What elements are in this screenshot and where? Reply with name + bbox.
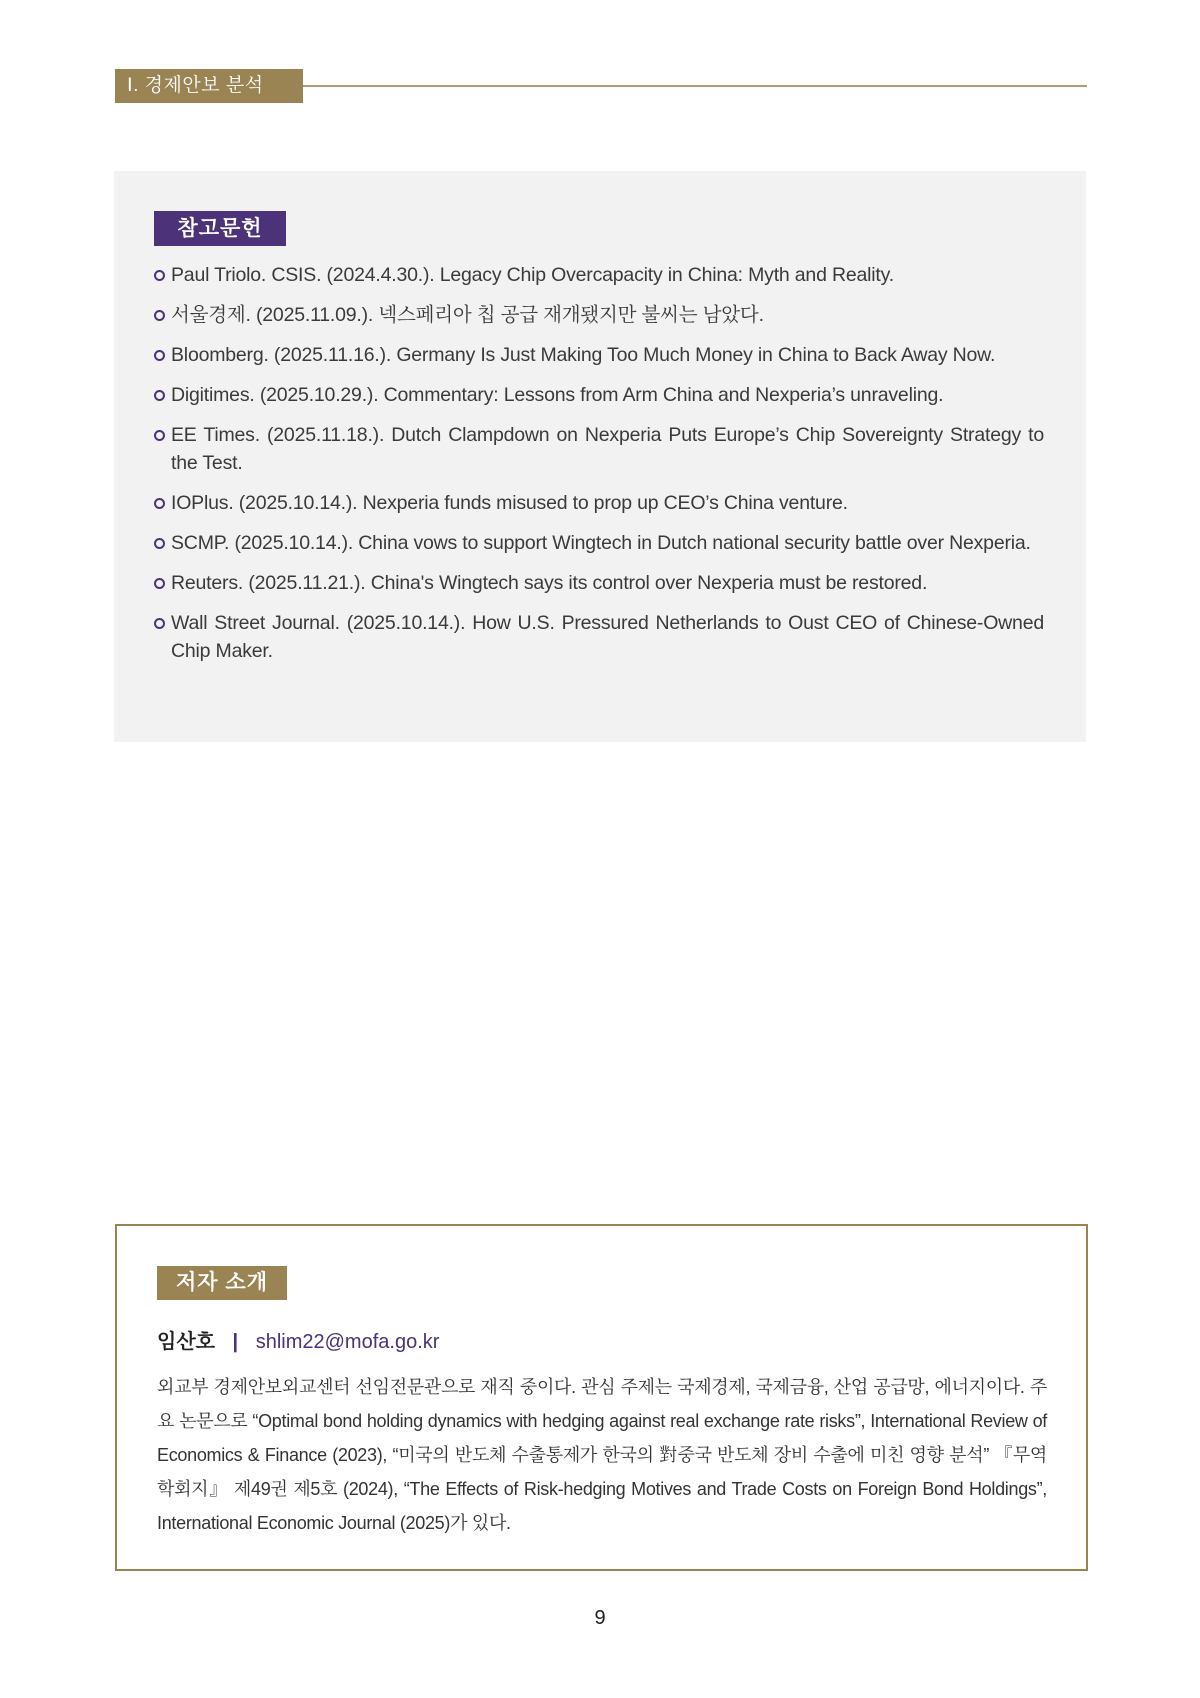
reference-item: IOPlus. (2025.10.14.). Nexperia funds misused to prop up CEO’s China venture.: [154, 489, 1044, 517]
author-name: 임산호: [157, 1331, 215, 1353]
separator: |: [232, 1331, 239, 1353]
circle-bullet-icon: [154, 270, 165, 281]
references-title: 참고문헌: [154, 211, 286, 246]
author-email-link[interactable]: shlim22@mofa.go.kr: [255, 1331, 440, 1353]
section-label: Ⅰ. 경제안보 분석: [115, 69, 303, 103]
reference-item: Digitimes. (2025.10.29.). Commentary: Lessons from Arm China and Nexperia’s unraveling.: [154, 381, 1044, 409]
circle-bullet-icon: [154, 390, 165, 401]
reference-item: EE Times. (2025.11.18.). Dutch Clampdown on Nexperia Puts Europe’s Chip Sovereignty Strategy to the Test.: [154, 421, 1044, 477]
reference-item: 서울경제. (2025.11.09.). 넥스페리아 칩 공급 재개됐지만 불씨는 남았다.: [154, 301, 1044, 329]
author-title: 저자 소개: [157, 1266, 287, 1300]
circle-bullet-icon: [154, 430, 165, 441]
author-contact: [157, 1328, 439, 1356]
circle-bullet-icon: [154, 618, 165, 629]
author-panel: [115, 1224, 1088, 1571]
section-header: [115, 69, 1087, 103]
references-panel: [114, 171, 1086, 742]
circle-bullet-icon: [154, 578, 165, 589]
author-bio: 외교부 경제안보외교센터 선임전문관으로 재직 중이다. 관심 주제는 국제경제, 국제금융, 산업 공급망, 에너지이다. 주요 논문으로 “Optimal bond holding dynamics with hedging against real exchange rate risks”, International Review of Economics & Finance (2023), “미국의 반도체 수출통제가 한국의 對중국 반도체 장비 수출에 미친 영향 분석” 『무역학회지』 제49권 제5호 (2024), “The Effects of Risk-hedging Motives and Trade Costs on Foreign Bond Holdings”, International Economic Journal (2025)가 있다.: [157, 1377, 1047, 1533]
reference-item: Paul Triolo. CSIS. (2024.4.30.). Legacy Chip Overcapacity in China: Myth and Reality.: [154, 261, 1044, 289]
reference-item: Wall Street Journal. (2025.10.14.). How U.S. Pressured Netherlands to Oust CEO of Chinese-Owned Chip Maker.: [154, 609, 1044, 665]
reference-item: Bloomberg. (2025.11.16.). Germany Is Just Making Too Much Money in China to Back Away Now.: [154, 341, 1044, 369]
reference-item: Reuters. (2025.11.21.). China's Wingtech says its control over Nexperia must be restored.: [154, 569, 1044, 597]
section-divider: [303, 85, 1087, 87]
reference-item: SCMP. (2025.10.14.). China vows to support Wingtech in Dutch national security battle over Nexperia.: [154, 529, 1044, 557]
circle-bullet-icon: [154, 310, 165, 321]
circle-bullet-icon: [154, 350, 165, 361]
page-number: 9: [594, 1607, 606, 1629]
circle-bullet-icon: [154, 498, 165, 509]
references-list: [154, 261, 1044, 677]
circle-bullet-icon: [154, 538, 165, 549]
